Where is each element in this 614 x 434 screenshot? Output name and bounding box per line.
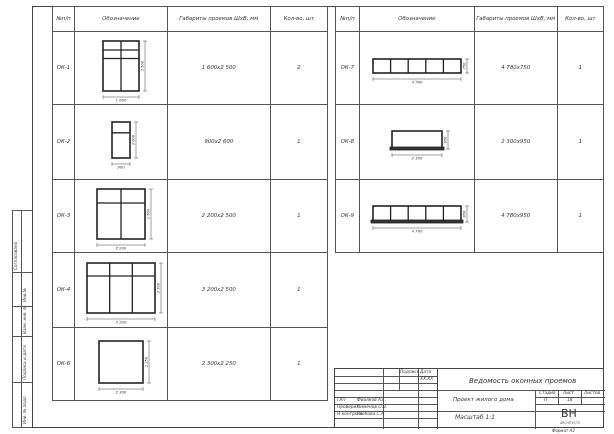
window-qty: 1 xyxy=(270,253,327,328)
window-drawing-ОК-3 xyxy=(97,189,153,251)
window-qty: 1 xyxy=(270,180,327,253)
window-drawing-ОК-9 xyxy=(371,206,469,234)
company-logo: BH xyxy=(561,407,577,420)
window-drawing-ОК-1 xyxy=(103,41,147,103)
height-dimension-label: 2 000 xyxy=(131,134,136,146)
height-dimension-label: 2 500 xyxy=(146,208,151,220)
table-row xyxy=(53,105,328,180)
table-header xyxy=(336,7,604,32)
table-row xyxy=(336,32,604,105)
window-id: ОК-6 xyxy=(53,328,75,401)
table-header xyxy=(53,7,328,32)
title-block xyxy=(334,368,604,428)
window-qty: 2 xyxy=(270,32,327,105)
windows-table-right xyxy=(335,6,604,253)
company-logo-sub: ARCHITECTS xyxy=(560,421,580,425)
table-row xyxy=(336,180,604,253)
side-inv-repl: Взам. инв. № xyxy=(22,305,27,334)
window-size: 2 200х2 500 xyxy=(167,180,270,253)
window-drawing-ОК-7 xyxy=(373,59,469,85)
window-qty: 1 xyxy=(557,105,603,180)
name-checked: Пименов О.В. xyxy=(357,405,388,410)
stage-value: П xyxy=(544,398,548,403)
window-id: ОК-1 xyxy=(53,32,75,105)
window-mark xyxy=(359,180,474,253)
window-mark xyxy=(74,180,167,253)
window-size: 4 780х750 xyxy=(474,32,557,105)
window-id: ОК-4 xyxy=(53,253,75,328)
width-dimension-label: 900 xyxy=(117,164,125,170)
height-dimension-label: 2 500 xyxy=(156,282,161,294)
stage-header: Стадия xyxy=(539,391,556,396)
window-mark xyxy=(359,105,474,180)
window-size: 2 300х950 xyxy=(474,105,557,180)
role-control: Н.контроль xyxy=(337,412,363,417)
scale-label: Масштаб 1:1 xyxy=(455,414,496,421)
col-mark: Обозначение xyxy=(74,7,167,32)
width-dimension-label: 2 300 xyxy=(115,389,127,395)
sheet-title: Ведомость оконных проемов xyxy=(469,377,577,385)
window-mark xyxy=(74,105,167,180)
window-qty: 1 xyxy=(557,32,603,105)
window-id: ОК-8 xyxy=(336,105,360,180)
side-inv-no: Инв.№ xyxy=(22,287,27,302)
table-row xyxy=(53,32,328,105)
col-size: Габариты проемов ШхВ, мм xyxy=(474,7,557,32)
table-row xyxy=(336,105,604,180)
window-id: ОК-7 xyxy=(336,32,360,105)
project-name: Проект жилого дома xyxy=(453,397,514,403)
windows-table-left xyxy=(52,6,328,401)
height-dimension-label: 950 xyxy=(462,210,467,218)
window-drawing-ОК-6 xyxy=(99,341,151,395)
sheet-header: Лист xyxy=(563,391,574,396)
window-id: ОК-9 xyxy=(336,180,360,253)
window-mark xyxy=(74,32,167,105)
window-mark xyxy=(359,32,474,105)
table-row xyxy=(53,180,328,253)
window-qty: 1 xyxy=(270,105,327,180)
window-id: ОК-2 xyxy=(53,105,75,180)
col-num: №п/п xyxy=(336,7,360,32)
height-dimension-label: 2 250 xyxy=(144,356,149,368)
window-size: 2 300х2 250 xyxy=(167,328,270,401)
sheets-header: Листов xyxy=(584,391,601,396)
width-dimension-label: 3 200 xyxy=(115,319,127,325)
window-mark xyxy=(74,253,167,328)
side-sign-date: Подпись и дата xyxy=(22,345,27,380)
name-gap: Фиалков А.Г. xyxy=(357,398,387,403)
width-dimension-label: 1 600 xyxy=(115,97,127,103)
window-size: 4 780х950 xyxy=(474,180,557,253)
table-row xyxy=(53,253,328,328)
window-size: 900х2 600 xyxy=(167,105,270,180)
paper-format: Формат А3 xyxy=(552,428,575,433)
width-dimension-label: 2 300 xyxy=(411,155,423,161)
window-drawing-ОК-2 xyxy=(112,122,138,170)
stamp-date-value: ХХ.ХХ xyxy=(420,377,434,382)
window-mark xyxy=(74,328,167,401)
col-qty: Кол-во, шт xyxy=(557,7,603,32)
side-agreed: Согласовано xyxy=(13,241,18,270)
col-qty: Кол-во, шт xyxy=(270,7,327,32)
col-size: Габариты проемов ШхВ, мм xyxy=(167,7,270,32)
height-dimension-label: 2 500 xyxy=(140,60,145,72)
name-control: Глебова С.А. xyxy=(357,412,386,417)
window-size: 3 200х2 500 xyxy=(167,253,270,328)
window-qty: 1 xyxy=(270,328,327,401)
stamp-sign-header: Подпись xyxy=(400,370,420,375)
side-inv-orig: Инв. № подл. xyxy=(22,395,27,424)
role-gap: ГАП xyxy=(337,398,346,403)
height-dimension-label: 950 xyxy=(443,136,448,144)
width-dimension-label: 4 780 xyxy=(411,228,423,234)
height-dimension-label: 750 xyxy=(462,62,467,70)
sheet-value: 18 xyxy=(567,398,573,403)
role-checked: Проверил xyxy=(337,405,360,410)
col-mark: Обозначение xyxy=(359,7,474,32)
window-drawing-ОК-4 xyxy=(87,263,163,325)
table-row xyxy=(53,328,328,401)
col-num: №п/п xyxy=(53,7,75,32)
width-dimension-label: 4 780 xyxy=(411,79,423,85)
stamp-date-header: Дата xyxy=(420,370,432,375)
window-size: 1 600х2 500 xyxy=(167,32,270,105)
window-id: ОК-3 xyxy=(53,180,75,253)
window-qty: 1 xyxy=(557,180,603,253)
side-stamp xyxy=(12,210,32,428)
window-drawing-ОК-8 xyxy=(390,131,450,161)
width-dimension-label: 2 200 xyxy=(115,245,127,251)
